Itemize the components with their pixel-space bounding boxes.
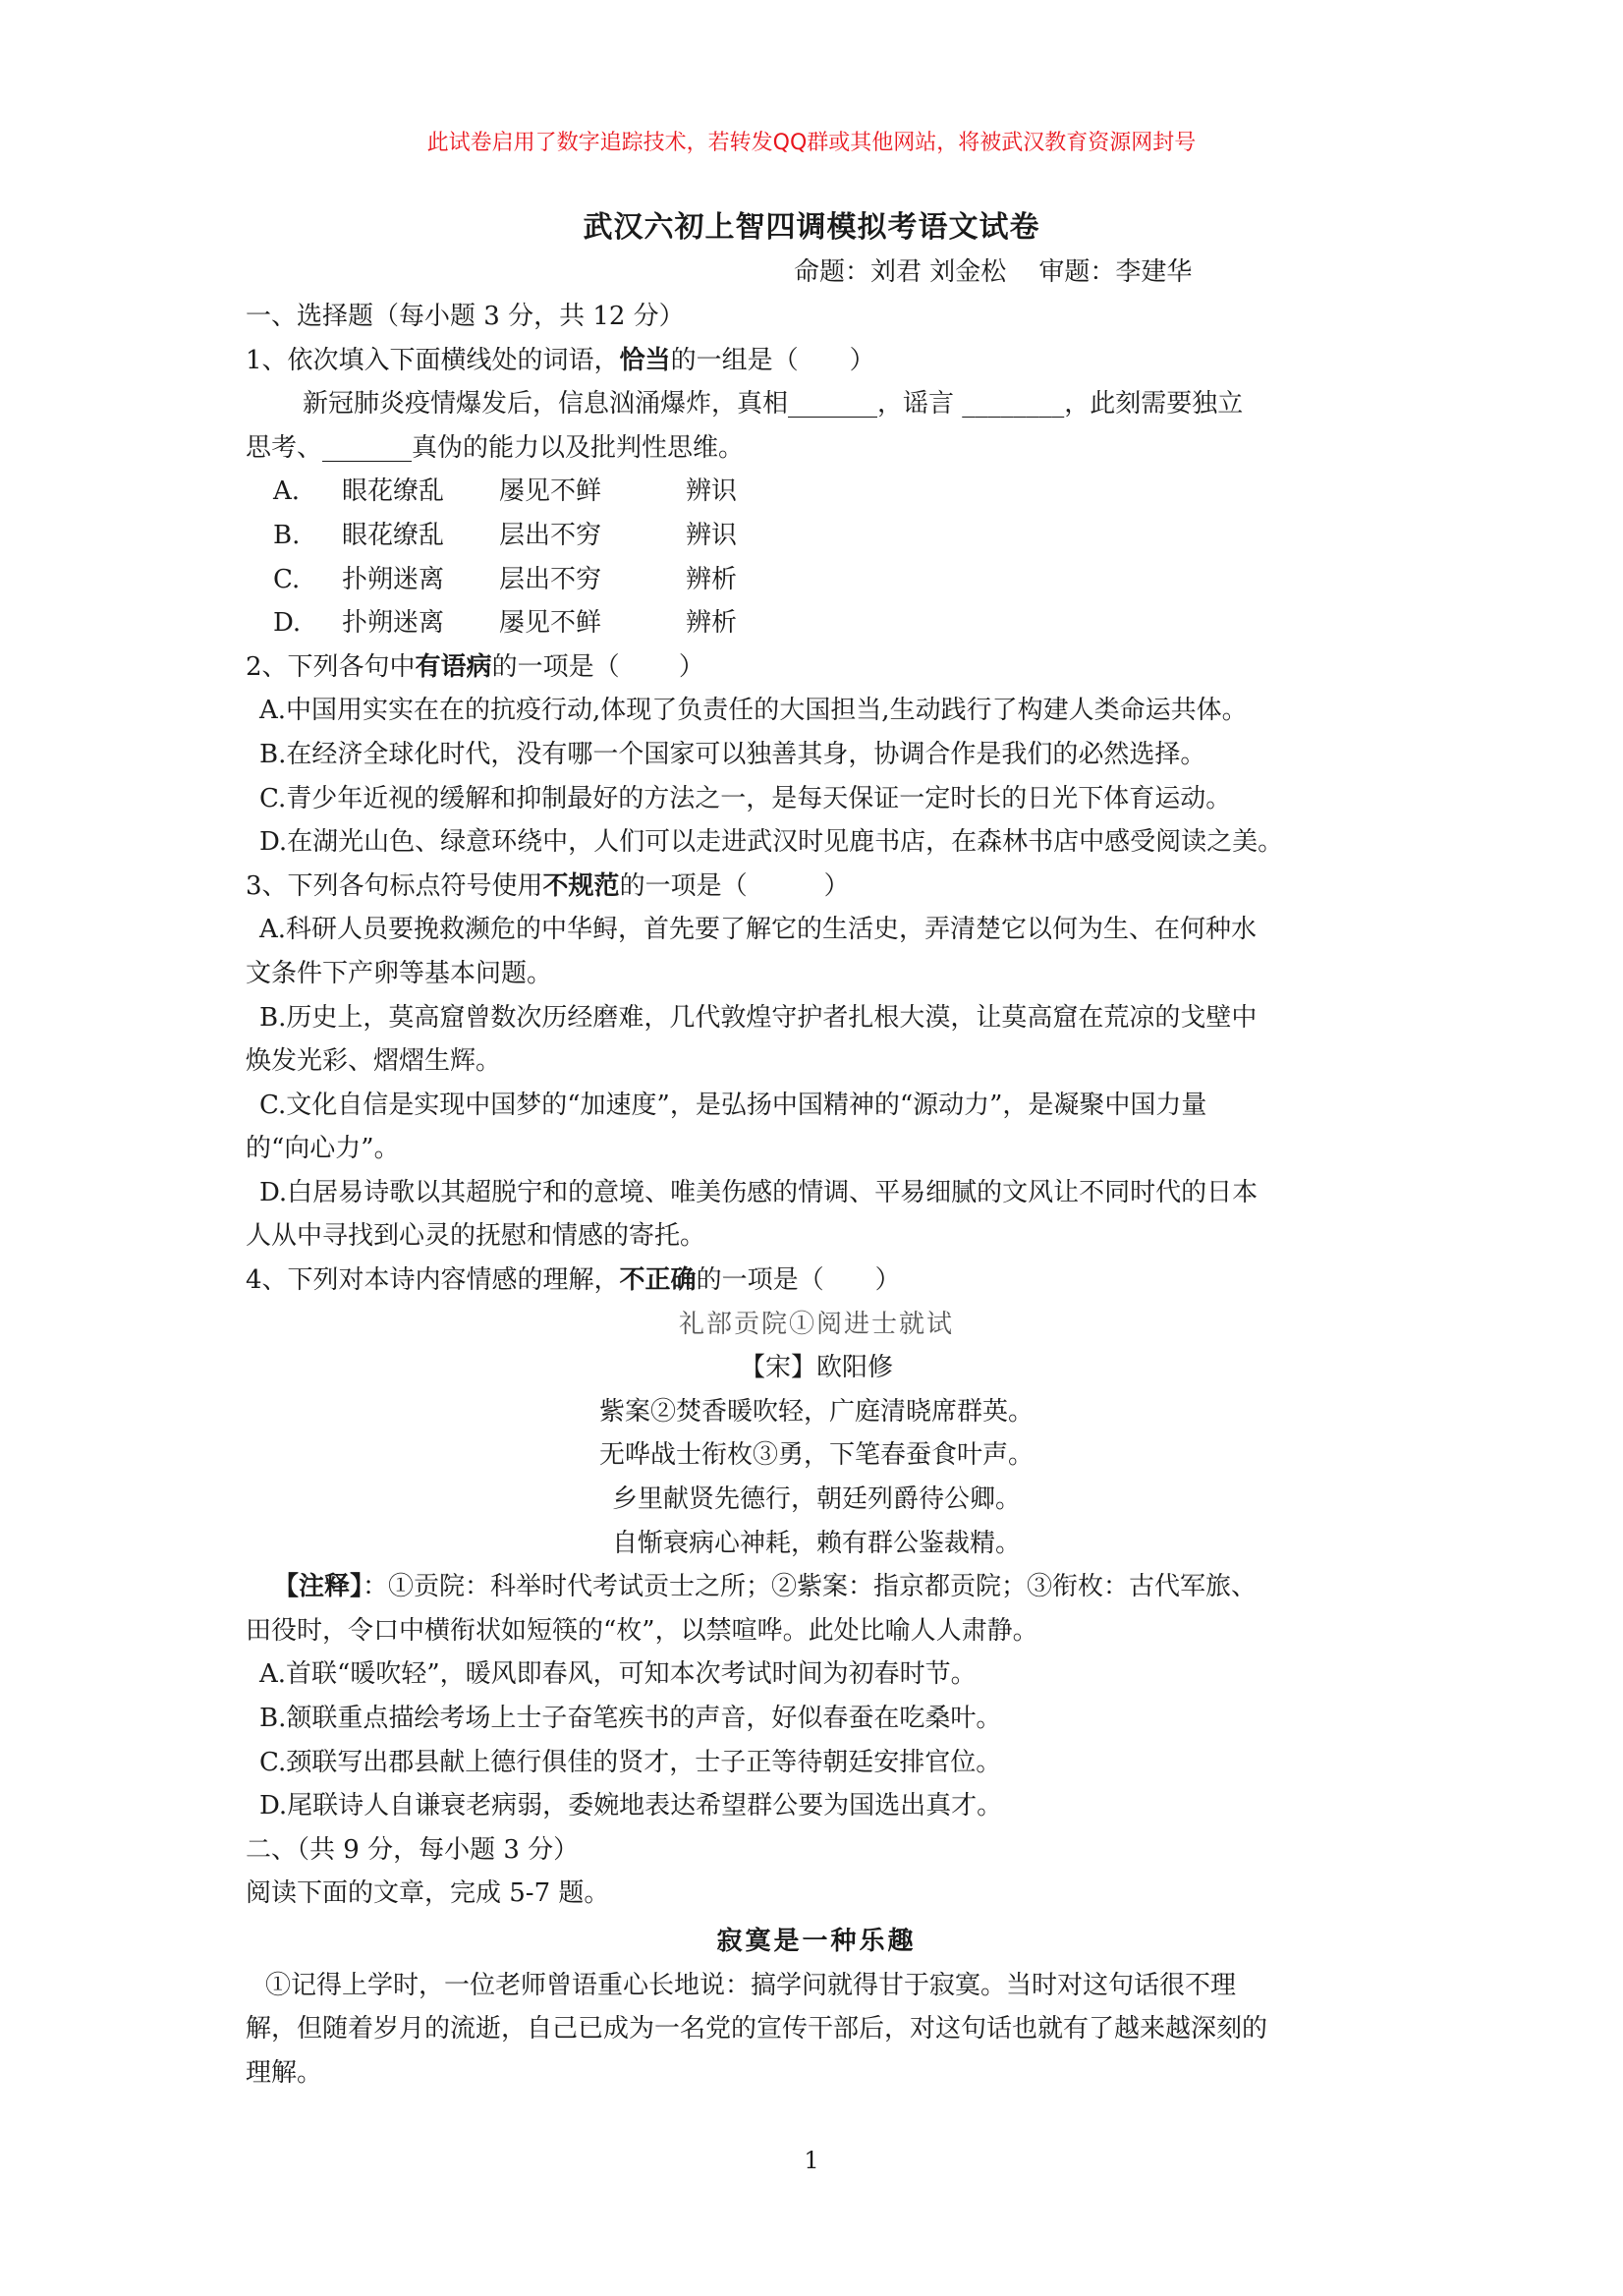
q2-stem-pre: 2、下列各句中 (246, 651, 416, 682)
q2-option-d: D.在湖光山色、绿意环绕中，人们可以走进武汉时见鹿书店，在森林书店中感受阅读之美。 (259, 827, 1284, 858)
q1-stem-post: 的一组是（ ） (670, 345, 875, 375)
q1-option-a (246, 470, 1387, 514)
poem-line-4: 自惭衰病心神耗，赖有群公鉴裁精。 (611, 1528, 1021, 1558)
q4-option-b: B.颔联重点描绘考场上士子奋笔疾书的声音，好似春蚕在吃桑叶。 (259, 1704, 1002, 1733)
poem-author: 【宋】欧阳修 (739, 1353, 893, 1383)
section2-heading: 二、（共 9 分，每小题 3 分） (246, 1834, 580, 1865)
tracking-warning: 此试卷启用了数字追踪技术，若转发QQ群或其他网站，将被武汉教育资源网封号 (426, 131, 1197, 155)
notes-label: 【注释】 (273, 1572, 364, 1602)
q1-option-letter: C. (273, 564, 301, 594)
q3-option-b-line-2: 焕发光彩、熠熠生辉。 (246, 1046, 502, 1077)
article-para-1-line-1: ①记得上学时，一位老师曾语重心长地说：搞学问就得甘于寂寞。当时对这句话很不理 (265, 1970, 1237, 2000)
q1-option-word-1: 扑朔迷离 (342, 564, 445, 594)
page-number: 1 (804, 2147, 819, 2174)
q4-stem (246, 1259, 1387, 1303)
q3-stem-post: 的一项是（ ） (619, 870, 850, 901)
q3-option-c-line-2: 的“向心力”。 (246, 1134, 400, 1164)
q2-stem-post: 的一项是（ ） (491, 651, 704, 682)
q1-option-word-3: 辨识 (686, 476, 738, 507)
q2-option-b: B.在经济全球化时代，没有哪一个国家可以独善其身，协调合作是我们的必然选择。 (259, 739, 1206, 769)
q3-option-b-line-1: B.历史上，莫高窟曾数次历经磨难，几代敦煌守护者扎根大漠，让莫高窟在荒凉的戈壁中 (259, 1002, 1258, 1033)
q2-option-c: C.青少年近视的缓解和抑制最好的方法之一，是每天保证一定时长的日光下体育运动。 (259, 783, 1232, 813)
q1-option-word-1: 扑朔迷离 (342, 608, 445, 639)
q3-stem-bold: 不规范 (542, 870, 620, 901)
q1-option-word-3: 辨识 (686, 520, 738, 550)
q1-option-letter: B. (273, 520, 301, 550)
q3-option-a-line-2: 文条件下产卵等基本问题。 (246, 958, 553, 988)
article-para-1-line-2: 解，但随着岁月的流逝，自己已成为一名党的宣传干部后，对这句话也就有了越来越深刻的 (246, 2014, 1268, 2044)
section1-heading: 一、选择题（每小题 3 分，共 12 分） (246, 302, 685, 331)
q4-option-d: D.尾联诗人自谦衰老病弱，委婉地表达希望群公要为国选出真才。 (259, 1791, 1003, 1821)
q1-option-d (246, 601, 1387, 645)
q4-stem-pre: 4、下列对本诗内容情感的理解， (246, 1265, 620, 1296)
exam-content (246, 295, 1387, 2095)
poem-line-2: 无哗战士衔枚③勇，下笔春蚕食叶声。 (598, 1440, 1034, 1471)
authors-line: 命题：刘君 刘金松 审题：李建华 (794, 257, 1193, 287)
poem-notes-line-1 (246, 1565, 1387, 1609)
q4-option-a: A.首联“暖吹轻”，暖风即春风，可知本次考试时间为初春时节。 (259, 1659, 977, 1690)
page-title: 武汉六初上智四调模拟考语文试卷 (583, 210, 1040, 245)
poem-line-1: 紫案②焚香暖吹轻，广庭清晓席群英。 (598, 1396, 1034, 1427)
q3-option-d-line-1: D.白居易诗歌以其超脱宁和的意境、唯美伤感的情调、平易细腻的文风让不同时代的日本 (259, 1177, 1259, 1207)
q2-stem-bold: 有语病 (415, 651, 492, 682)
q3-option-a-line-1: A.科研人员要挽救濒危的中华鲟，首先要了解它的生活史，弄清楚它以何为生、在何种水 (259, 915, 1258, 945)
q4-stem-bold: 不正确 (619, 1265, 697, 1296)
q2-option-a: A.中国用实实在在的抗疫行动,体现了负责任的大国担当,生动践行了构建人类命运共体。 (259, 696, 1248, 726)
q1-option-c (246, 558, 1387, 602)
notes-text-1: ：①贡院：科举时代考试贡士之所；②紫案：指京都贡院；③衔枚：古代军旅、 (363, 1572, 1258, 1602)
q1-passage-line-1: 新冠肺炎疫情爆发后，信息汹涌爆炸，真相_______，谣言 ________，此刻需要独立 (303, 389, 1244, 420)
q1-option-word-2: 层出不穷 (499, 564, 602, 594)
q1-stem (246, 339, 1387, 383)
q1-option-word-3: 辨析 (686, 564, 738, 594)
q1-passage-line-2: 思考、_______真伪的能力以及批判性思维。 (246, 432, 745, 463)
q1-option-word-1: 眼花缭乱 (342, 476, 445, 507)
q1-stem-bold: 恰当 (619, 345, 671, 375)
q3-stem-pre: 3、下列各句标点符号使用 (246, 870, 543, 901)
article-para-1-line-3: 理解。 (246, 2057, 323, 2088)
q1-option-word-3: 辨析 (686, 608, 738, 639)
q4-stem-post: 的一项是（ ） (696, 1265, 901, 1296)
q2-stem (246, 645, 1387, 690)
poem-title: 礼部贡院①阅进士就试 (678, 1309, 954, 1339)
poem-notes-line-2: 田役时，令口中横衔状如短筷的“枚”，以禁喧哗。此处比喻人人肃静。 (246, 1615, 1038, 1646)
q1-option-b (246, 514, 1387, 558)
q1-option-word-2: 屡见不鲜 (499, 476, 602, 507)
q1-stem-pre: 1、依次填入下面横线处的词语， (246, 345, 620, 375)
reading-intro: 阅读下面的文章，完成 5-7 题。 (246, 1878, 610, 1909)
q1-option-letter: A. (273, 476, 301, 507)
q4-option-c: C.颈联写出郡县献上德行俱佳的贤才，士子正等待朝廷安排官位。 (259, 1747, 1002, 1777)
q1-option-word-2: 层出不穷 (499, 520, 602, 550)
q3-stem (246, 865, 1387, 909)
q1-option-word-1: 眼花缭乱 (342, 520, 445, 550)
poem-line-3: 乡里献贤先德行，朝廷列爵待公卿。 (611, 1484, 1021, 1515)
q1-option-word-2: 屡见不鲜 (499, 608, 602, 639)
q1-option-letter: D. (273, 608, 302, 639)
q3-option-d-line-2: 人从中寻找到心灵的抚慰和情感的寄托。 (246, 1221, 706, 1252)
article-title: 寂寞是一种乐趣 (716, 1926, 917, 1956)
q3-option-c-line-1: C.文化自信是实现中国梦的“加速度”，是弘扬中国精神的“源动力”，是凝聚中国力量 (259, 1090, 1207, 1120)
